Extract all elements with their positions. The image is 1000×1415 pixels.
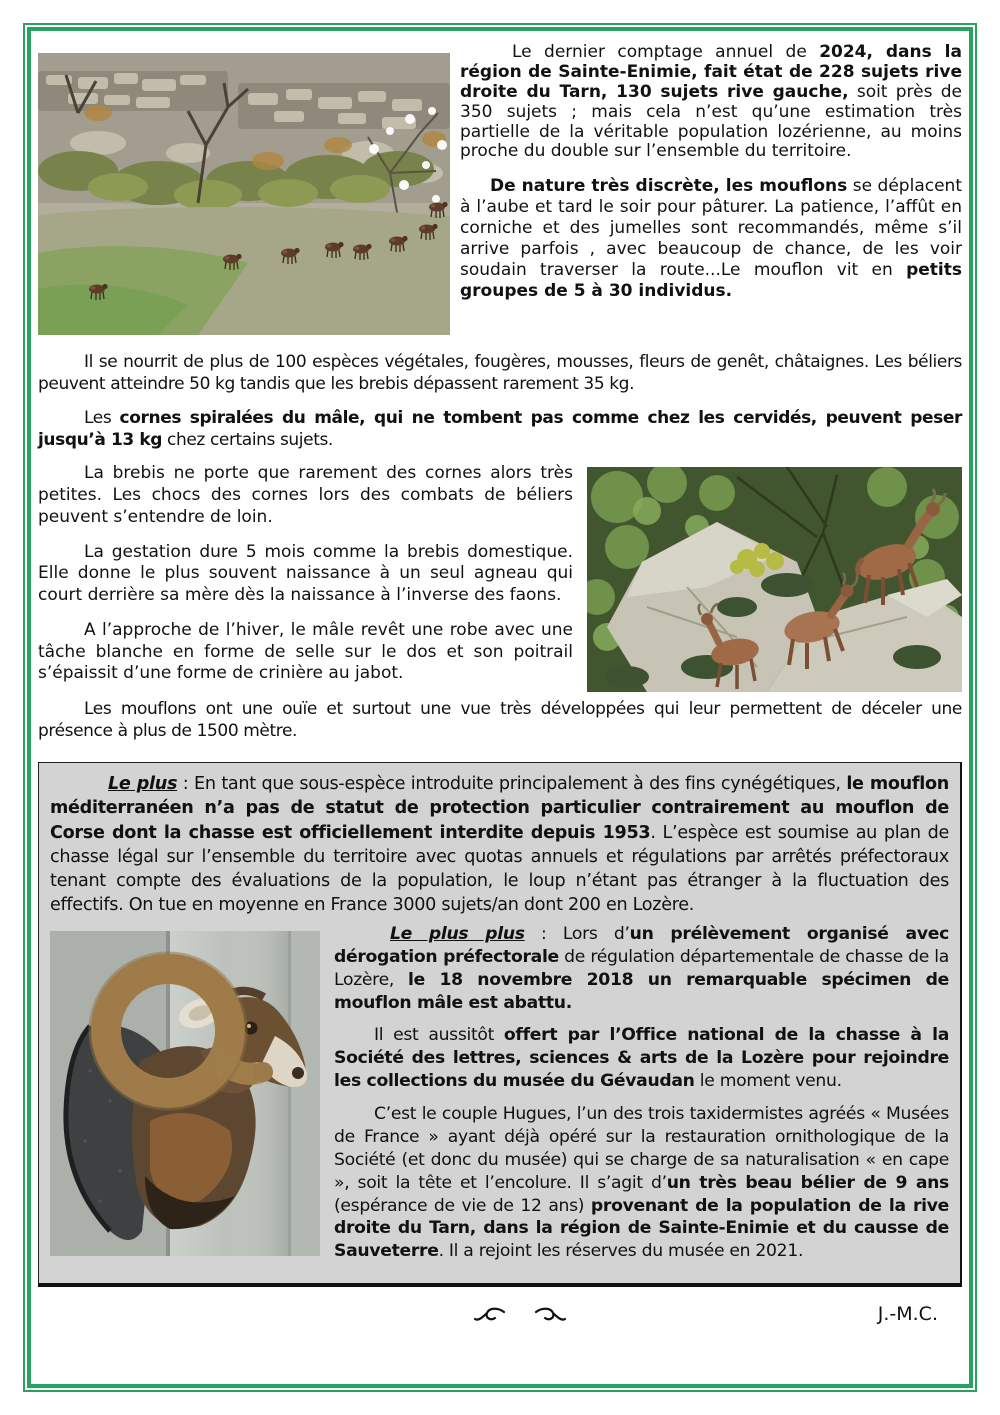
fleuron-right-icon [533,1305,567,1325]
mouflons-on-rocks-photo [587,467,962,692]
text-segment: : Lors d’ [524,923,630,944]
text-segment: cornes spiralées du mâle, qui ne tombent pas comme chez les cervidés, peuvent peser jusqu’à 13 kg [38,408,962,451]
text-segment: le mouflon méditerranéen n’a pas de statut de protection particulier contrairement au mouflon de Corse dont la chasse est officiellement interdite depuis 1953 [50,774,949,843]
text-segment: . Il a rejoint les réserves du musée en 2021. [438,1241,804,1262]
page-footer [38,1287,962,1345]
text-segment: La gestation dure 5 mois comme la brebis domestique. Elle donne le plus souvent naissance à un seul agneau qui court derrière sa mère dès la naissance à l’inverse des faons. [38,541,573,606]
text-segment: provenant de la population de la rive droite du Tarn, dans la région de Sainte-Enimie et du causse de Sauveterre [334,1195,949,1262]
le-plus-box [38,762,962,1287]
text-segment: un très beau bélier de 9 ans [666,1172,949,1193]
text-segment: se déplacent à l’aube et tard le soir pour pâturer. La patience, l’affût en corniche et des jumelles sont recommandés, même s’il arrive parfois , avec beaucoup de chance, de les voir soudain traverser la route...Le mouflon vit en [460,176,962,280]
text-segment: Les mouflons ont une ouïe et surtout une vue très développées qui leur permettent de déceler une présence à plus de 1500 mètre. [38,699,962,742]
mouflon-herd-photo [38,53,450,335]
le-plus-plus-label: Le plus plus [390,923,525,944]
text-segment: un prélèvement organisé avec dérogation préfectorale [334,923,949,967]
intro-section [38,43,962,302]
text-segment: le moment venu. [694,1071,842,1092]
text-segment: La brebis ne porte que rarement des cornes alors très petites. Les chocs des cornes lors des combats de béliers peuvent s’entendre de loin. [38,463,573,527]
text-segment: de régulation départementale de chasse de la Lozère, [334,946,949,990]
text-segment: . L’espèce est soumise au plan de chasse légal sur l’ensemble du territoire avec quotas annuels et régulations par arrêtés préfectoraux tenant compte des évaluations de la population, le loup n’étant pas étranger à la fluctuation des effectifs. On tue en moyenne en France 3000 sujets/an dont 200 en Lozère. [50,822,949,915]
text-segment: soit près de 350 sujets ; mais cela n’est qu’une estimation très partielle de la véritable population lozérienne, au moins proche du double sur l’ensemble du territoire. [460,81,962,162]
text-segment: : En tant que sous-espèce introduite principalement à des fins cynégétiques, [177,774,847,795]
paragraph-horns [38,407,962,451]
paragraph-senses [38,698,962,742]
text-segment: De nature très discrète, les mouflons [490,176,848,197]
text-segment: A l’approche de l’hiver, le mâle revêt une robe avec une tâche blanche en forme de selle sur le dos et son poitrail s’épaissit d’une forme de crinière au jabot. [38,619,573,684]
text-segment: petits groupes de 5 à 30 individus. [460,259,962,301]
le-plus-paragraph [50,772,949,917]
taxidermy-mouflon-head-photo [50,931,320,1256]
text-segment: Il se nourrit de plus de 100 espèces végétales, fougères, mousses, fleurs de genêt, châtaignes. Les béliers peuvent atteindre 50 kg tandis que les brebis dépassent rarement 35 kg. [38,352,962,395]
biology-section [38,463,962,685]
le-plus-label: Le plus [108,774,178,795]
text-segment: Il est aussitôt [374,1025,504,1046]
page-border-inner [27,27,973,1388]
text-segment: offert par l’Office national de la chasse à la Société des lettres, sciences & arts de la Lozère pour rejoindre les collections du musée du Gévaudan [334,1025,949,1092]
text-segment: Les [84,408,120,429]
page-border-outer [23,23,977,1392]
footer-ornaments [473,1305,567,1325]
text-segment: (espérance de vie de 12 ans) [334,1195,591,1216]
text-segment: 2024, dans la région de Sainte-Enimie, fait état de 228 sujets rive droite du Tarn, 130 sujets rive gauche, [460,42,962,102]
text-segment: Le dernier comptage annuel de [512,42,820,62]
fleuron-left-icon [473,1305,507,1325]
text-segment: le 18 novembre 2018 un remarquable spécimen de mouflon mâle est abattu. [334,969,949,1013]
paragraph-diet [38,351,962,395]
text-segment: C’est le couple Hugues, l’un des trois taxidermistes agréés « Musées de France » ayant déjà opéré sur la restauration ornithologique de la Société (et donc du musée) qui se charge de sa naturalisation « en cape », soit la tête et l’encolure. Il s’agit d’ [334,1104,949,1193]
text-segment: chez certains sujets. [162,430,333,451]
author-initials: J.-M.C. [877,1303,938,1326]
